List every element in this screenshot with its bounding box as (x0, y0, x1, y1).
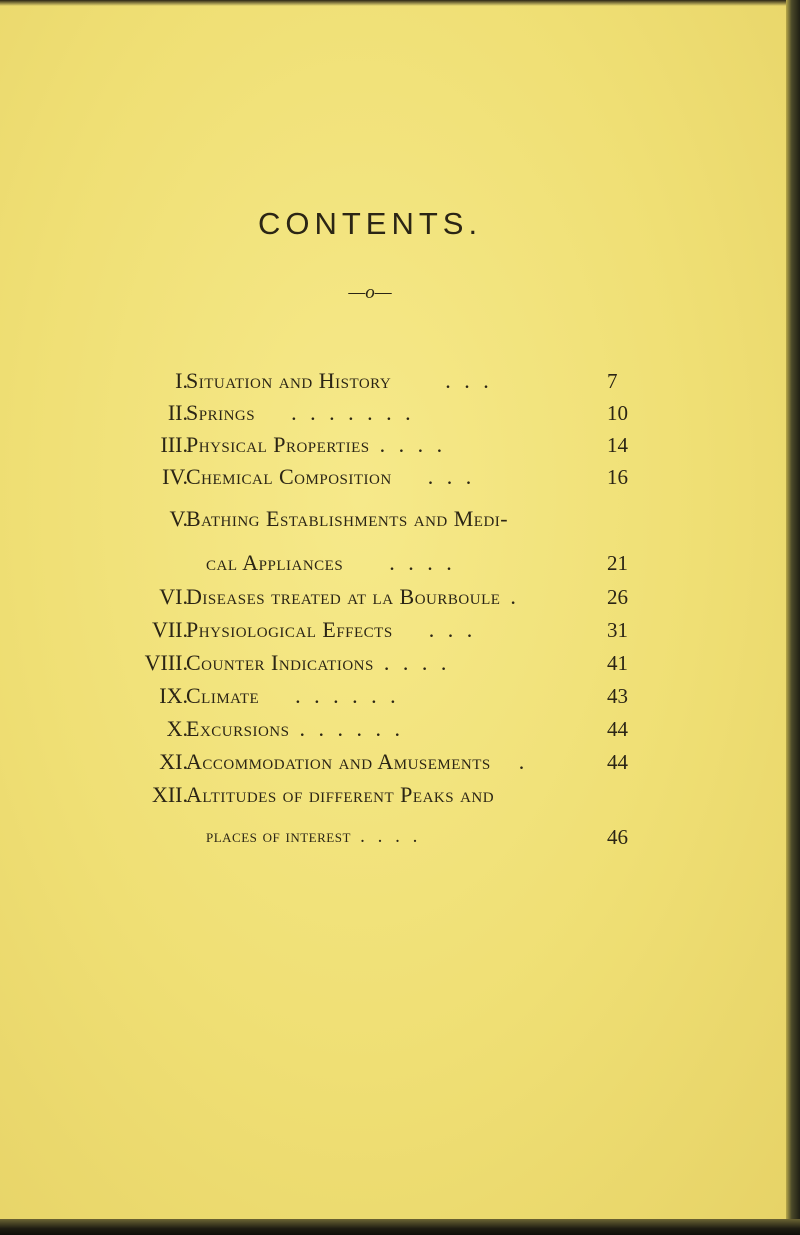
chapter-title: Physical Properties . . . . (186, 432, 447, 457)
dot-leader: . . . . . . (299, 716, 404, 741)
chapter-title: Altitudes of different Peaks and (186, 782, 495, 807)
chapter-title: Chemical Composition . . . (186, 464, 476, 489)
toc-entry (100, 747, 640, 777)
toc-entry (100, 648, 640, 678)
page-right-edge (786, 0, 800, 1235)
dot-leader: . . . . (389, 550, 456, 575)
dot-leader: . . . (445, 368, 493, 393)
dot-leader: . . . . . . . (291, 400, 415, 425)
page-number: 31 (607, 618, 628, 642)
page-number: 7 (607, 369, 618, 393)
chapter-title: Situation and History . . . (186, 368, 493, 393)
chapter-numeral: VII. (151, 617, 188, 642)
page-number: 10 (607, 401, 628, 425)
toc-entry-continuation (100, 822, 640, 852)
page-number: 21 (607, 551, 628, 575)
chapter-numeral: XI. (159, 749, 188, 774)
toc-entry (100, 366, 640, 396)
chapter-title: Counter Indications . . . . (186, 650, 451, 675)
page-number: 44 (607, 750, 628, 774)
chapter-numeral: XII. (151, 782, 188, 807)
dot-leader: . . . (428, 617, 477, 642)
page-number: 46 (607, 825, 628, 849)
dot-leader: . . . . (379, 432, 447, 457)
page-title: CONTENTS. (257, 206, 483, 241)
page-number: 14 (607, 433, 628, 457)
chapter-numeral: I. (175, 368, 188, 393)
title-ornament: —o— (348, 282, 392, 303)
toc-entry (100, 398, 640, 428)
dot-leader: . . . (427, 464, 476, 489)
chapter-title: Bathing Establishments and Medi- (186, 506, 509, 531)
dot-leader: . (510, 584, 520, 609)
page-number: 43 (607, 684, 628, 708)
chapter-numeral: VIII. (144, 650, 188, 675)
toc-entry (100, 582, 640, 612)
toc-entry (100, 504, 640, 534)
toc-entry (100, 780, 640, 810)
table-of-contents (100, 0, 640, 1235)
chapter-title: Excursions . . . . . . (186, 716, 404, 741)
page-number: 41 (607, 651, 628, 675)
toc-entry (100, 681, 640, 711)
chapter-title: Physiological Effects . . . (186, 617, 477, 642)
toc-entry-continuation (100, 548, 640, 578)
toc-entry (100, 615, 640, 645)
chapter-numeral: IX. (159, 683, 188, 708)
chapter-numeral: VI. (159, 584, 188, 609)
page-number: 26 (607, 585, 628, 609)
chapter-numeral: III. (160, 432, 188, 457)
toc-entry (100, 430, 640, 460)
chapter-title: Springs . . . . . . . (186, 400, 415, 425)
chapter-title: cal Appliances . . . . (206, 550, 456, 575)
page-number: 44 (607, 717, 628, 741)
chapter-title: Climate . . . . . . (186, 683, 400, 708)
page-number: 16 (607, 465, 628, 489)
dot-leader: . . . . (383, 650, 451, 675)
chapter-numeral: X. (166, 716, 188, 741)
chapter-title: Accommodation and Amusements . (186, 749, 529, 774)
chapter-title: places of interest . . . . (206, 826, 422, 847)
toc-entry (100, 462, 640, 492)
chapter-numeral: IV. (162, 464, 188, 489)
dot-leader: . (518, 749, 529, 774)
chapter-title: Diseases treated at la Bourboule . (186, 584, 520, 609)
dot-leader: . . . . . . (295, 683, 400, 708)
dot-leader: . . . . (360, 826, 422, 847)
toc-entry (100, 714, 640, 744)
chapter-numeral: II. (167, 400, 188, 425)
chapter-numeral: V. (169, 506, 188, 531)
